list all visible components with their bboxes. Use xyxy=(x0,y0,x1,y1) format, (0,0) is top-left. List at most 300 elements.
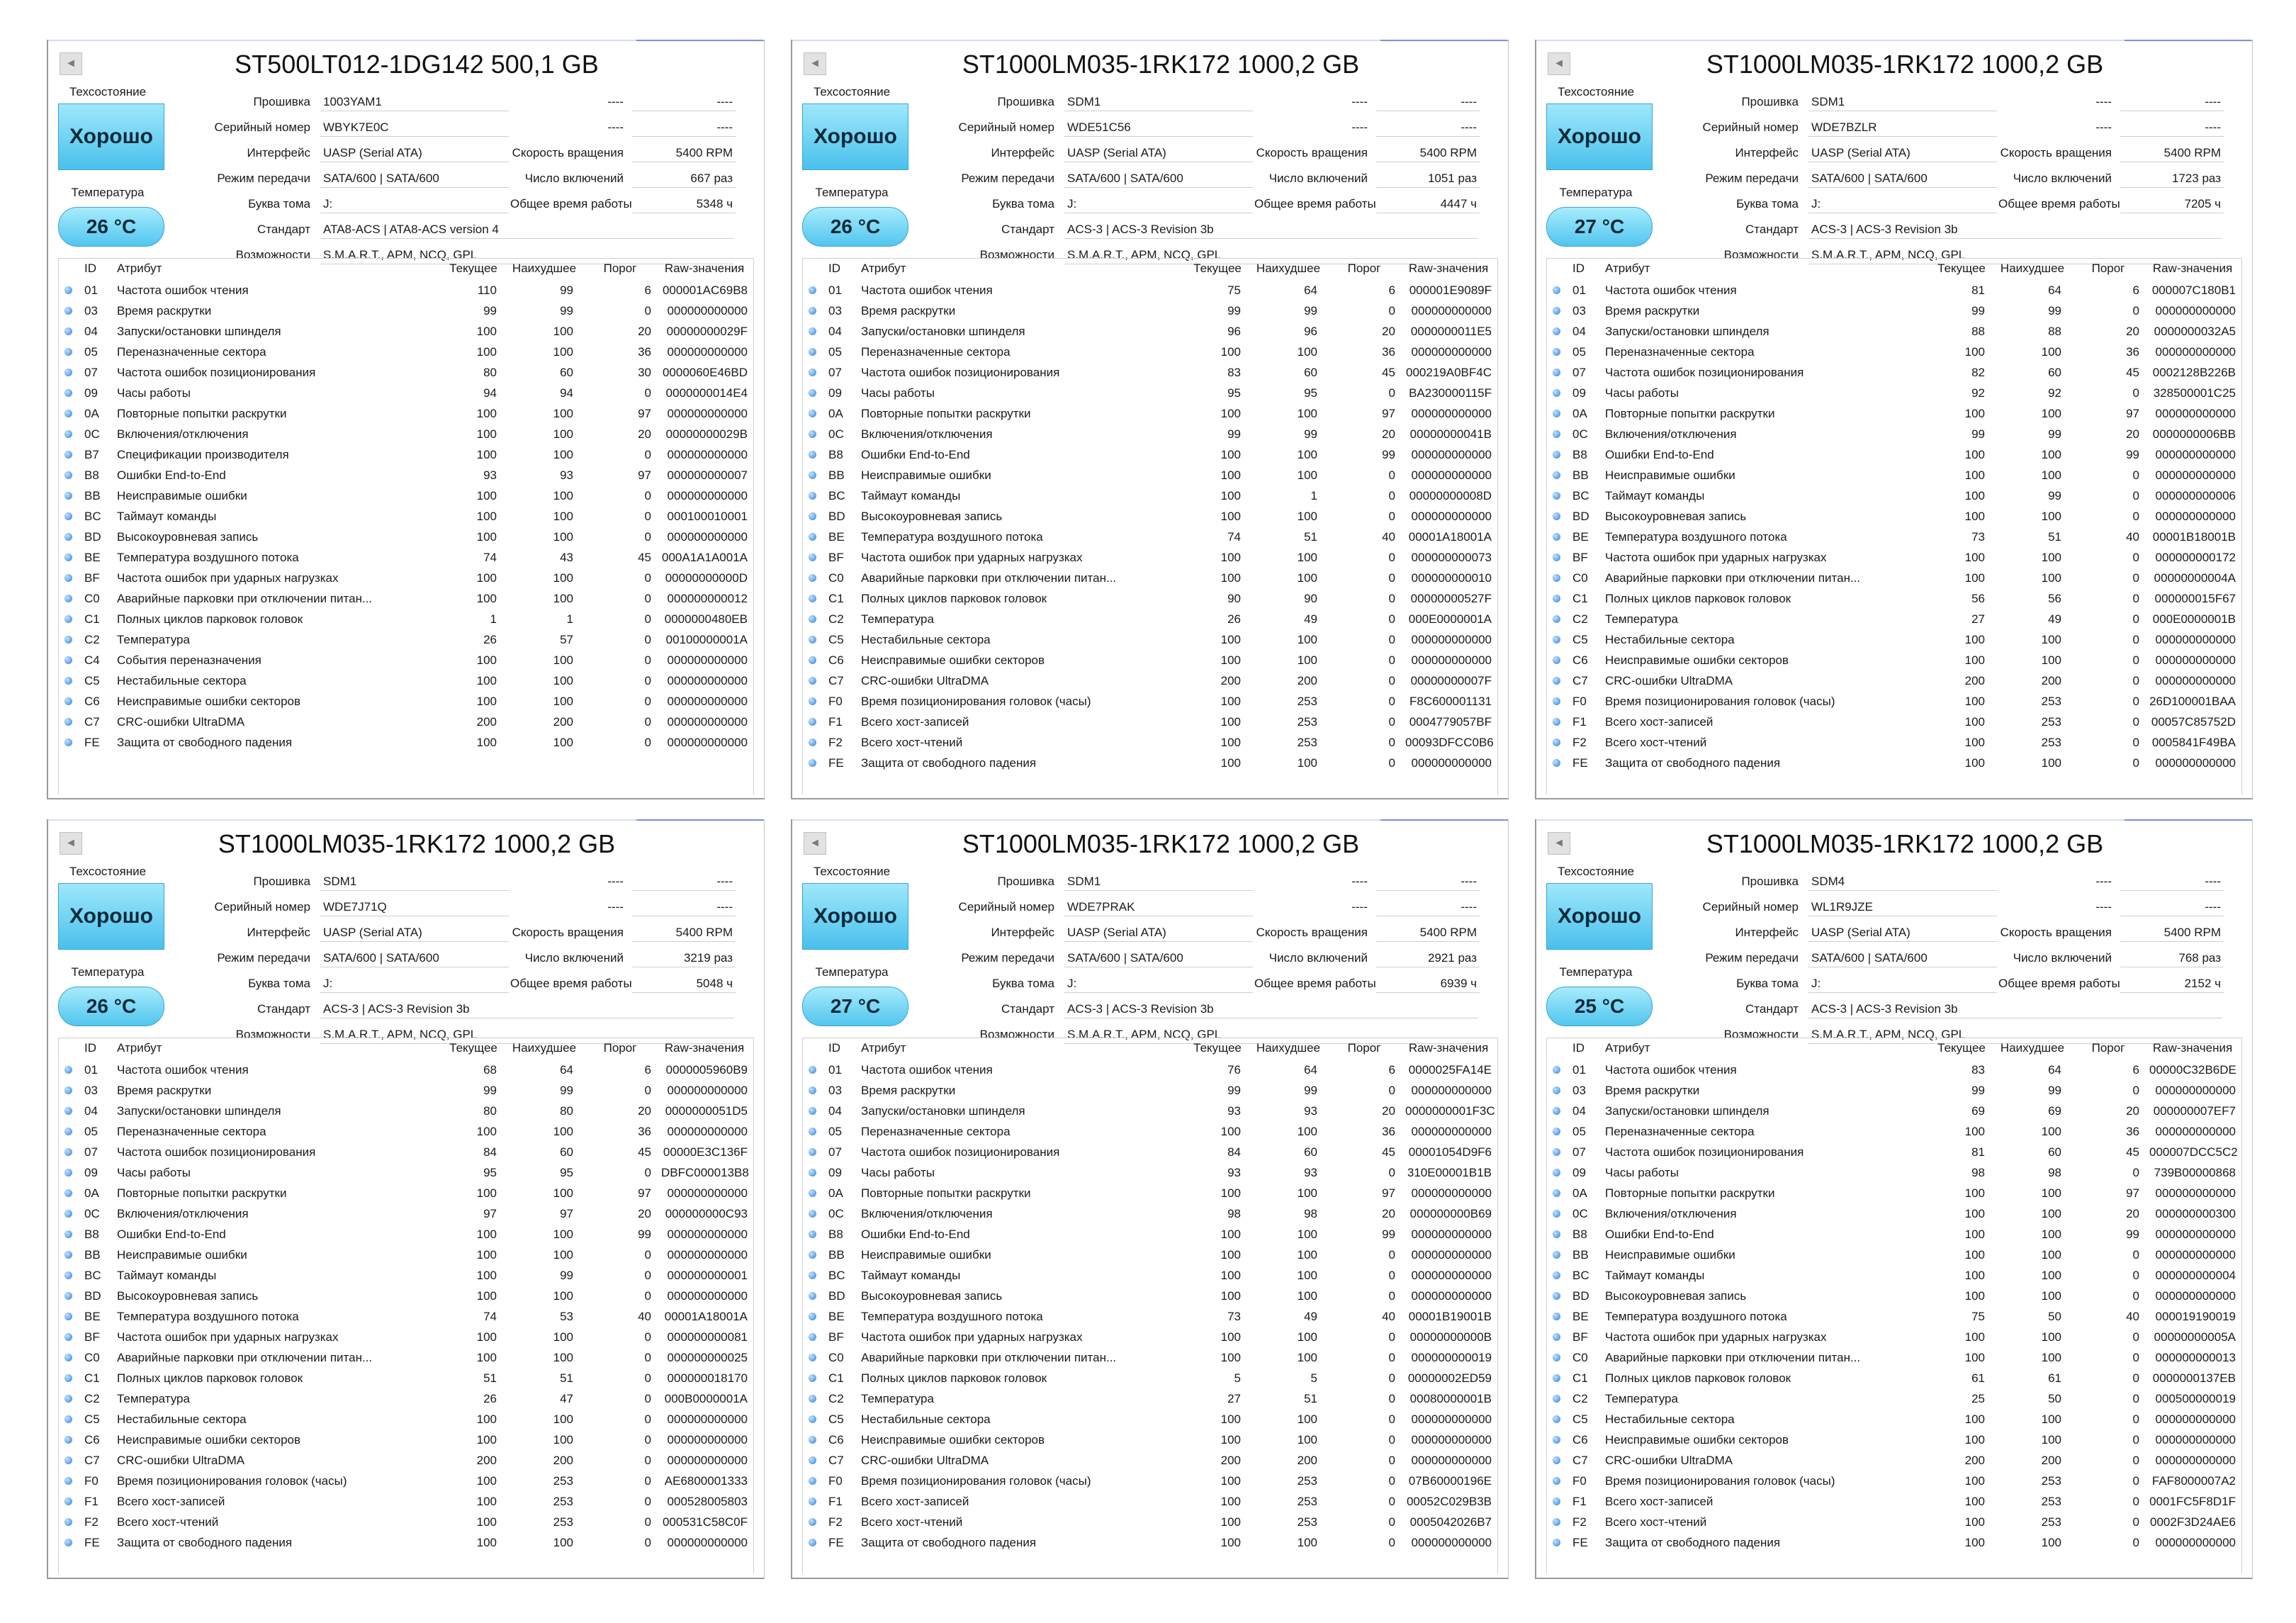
table-row[interactable] xyxy=(803,1450,1497,1471)
col-threshold-header[interactable]: Порог xyxy=(2091,262,2125,275)
back-arrow-icon[interactable]: ◄ xyxy=(60,832,82,855)
col-current-header[interactable]: Текущее xyxy=(1193,1041,1242,1055)
table-row[interactable] xyxy=(803,1532,1497,1553)
table-row[interactable] xyxy=(59,1101,753,1121)
table-row[interactable] xyxy=(59,588,753,609)
back-arrow-icon[interactable]: ◄ xyxy=(804,832,826,855)
table-row[interactable] xyxy=(803,465,1497,485)
panel-top-accent xyxy=(2125,40,2252,41)
table-row[interactable] xyxy=(59,1388,753,1409)
attr-worst: 100 xyxy=(1297,756,1317,770)
table-row[interactable] xyxy=(803,280,1497,301)
table-row[interactable] xyxy=(803,1060,1497,1080)
table-row[interactable] xyxy=(59,424,753,444)
col-id-header[interactable]: ID xyxy=(828,262,840,275)
table-row[interactable] xyxy=(803,1430,1497,1450)
table-row[interactable] xyxy=(803,1265,1497,1286)
attr-name: Температура воздушного потока xyxy=(117,551,299,564)
attr-id: C7 xyxy=(84,715,100,729)
table-row[interactable] xyxy=(803,609,1497,629)
health-status-button[interactable]: Хорошо xyxy=(58,883,164,950)
temperature-label: Температура xyxy=(815,965,889,979)
attr-raw: 000000000000 xyxy=(667,1536,748,1549)
table-row[interactable] xyxy=(803,321,1497,342)
attr-threshold: 0 xyxy=(2132,1289,2139,1303)
attr-raw: 000000000000 xyxy=(667,736,748,749)
table-row[interactable] xyxy=(59,1306,753,1327)
col-current-header[interactable]: Текущее xyxy=(449,262,497,275)
attr-worst: 253 xyxy=(2041,736,2061,749)
table-row[interactable] xyxy=(1547,1409,2241,1430)
table-row[interactable] xyxy=(1547,383,2241,403)
col-attribute-header[interactable]: Атрибут xyxy=(861,1041,906,1055)
table-row[interactable] xyxy=(803,1162,1497,1183)
table-row[interactable] xyxy=(59,1430,753,1450)
table-row[interactable] xyxy=(1547,1224,2241,1245)
col-worst-header[interactable]: Наихудшее xyxy=(2000,262,2065,275)
table-row[interactable] xyxy=(59,1162,753,1183)
col-worst-header[interactable]: Наихудшее xyxy=(2000,1041,2065,1055)
col-worst-header[interactable]: Наихудшее xyxy=(1256,262,1321,275)
table-row[interactable] xyxy=(803,1512,1497,1532)
table-row[interactable] xyxy=(59,1203,753,1224)
attr-id: BB xyxy=(84,489,101,502)
attr-name: Частота ошибок позиционирования xyxy=(1605,1145,1804,1159)
col-raw-header[interactable]: Raw-значения xyxy=(1408,1041,1489,1055)
attr-threshold: 0 xyxy=(2132,653,2139,667)
table-row[interactable] xyxy=(1547,670,2241,691)
table-row[interactable] xyxy=(803,568,1497,588)
table-row[interactable] xyxy=(59,1265,753,1286)
attr-current: 26 xyxy=(483,1392,497,1405)
table-header xyxy=(803,1038,1497,1058)
table-row[interactable] xyxy=(59,1183,753,1203)
temperature-badge[interactable]: 27 °C xyxy=(1546,207,1653,247)
attr-threshold: 6 xyxy=(1388,1063,1395,1077)
status-dot-icon xyxy=(64,369,72,376)
attr-threshold: 97 xyxy=(1382,1186,1395,1200)
health-status-button[interactable]: Хорошо xyxy=(1546,103,1653,170)
table-row[interactable] xyxy=(59,465,753,485)
attr-worst: 99 xyxy=(2048,489,2061,502)
table-row[interactable] xyxy=(803,691,1497,712)
attr-current: 100 xyxy=(1220,1515,1241,1529)
table-row[interactable] xyxy=(1547,1286,2241,1306)
attr-name: Нестабильные сектора xyxy=(861,633,991,646)
col-raw-header[interactable]: Raw-значения xyxy=(1408,262,1489,275)
table-row[interactable] xyxy=(1547,753,2241,773)
col-raw-header[interactable]: Raw-значения xyxy=(2152,1041,2233,1055)
table-row[interactable] xyxy=(1547,1532,2241,1553)
attr-raw: 000000000000 xyxy=(2155,653,2236,667)
table-row[interactable] xyxy=(1547,691,2241,712)
table-row[interactable] xyxy=(1547,403,2241,424)
table-row[interactable] xyxy=(1547,547,2241,568)
table-row[interactable] xyxy=(59,650,753,670)
attr-worst: 100 xyxy=(1297,571,1317,585)
table-row[interactable] xyxy=(803,444,1497,465)
table-row[interactable] xyxy=(59,547,753,568)
table-row[interactable] xyxy=(803,732,1497,753)
attr-name: Ошибки End-to-End xyxy=(117,1228,226,1241)
attr-current: 100 xyxy=(1220,407,1241,420)
attr-threshold: 20 xyxy=(638,1104,651,1118)
attr-worst: 64 xyxy=(2048,283,2061,297)
attr-name: Часы работы xyxy=(117,1166,191,1179)
table-row[interactable] xyxy=(59,1080,753,1101)
table-row[interactable] xyxy=(1547,588,2241,609)
attr-id: 0A xyxy=(1572,407,1587,420)
table-row[interactable] xyxy=(1547,1183,2241,1203)
table-row[interactable] xyxy=(1547,527,2241,547)
status-dot-icon xyxy=(64,1518,72,1526)
attr-current: 100 xyxy=(1964,1186,1985,1200)
table-row[interactable] xyxy=(59,1060,753,1080)
attr-current: 100 xyxy=(1220,1289,1241,1303)
table-row[interactable] xyxy=(59,1512,753,1532)
table-row[interactable] xyxy=(59,280,753,301)
temperature-badge[interactable]: 26 °C xyxy=(58,987,164,1026)
attr-id: BB xyxy=(828,1248,845,1262)
health-status-label: Техсостояние xyxy=(69,85,147,99)
table-row[interactable] xyxy=(803,1245,1497,1265)
attr-raw: 000000000000 xyxy=(2155,1413,2236,1426)
attr-threshold: 0 xyxy=(644,612,651,626)
transfer-mode-value: SATA/600 | SATA/600 xyxy=(320,170,509,188)
firmware-value: SDM1 xyxy=(1064,94,1253,111)
attr-name: Температура воздушного потока xyxy=(1605,530,1787,544)
table-row[interactable] xyxy=(803,1327,1497,1347)
table-row[interactable] xyxy=(59,1450,753,1471)
status-dot-icon xyxy=(1553,451,1560,459)
table-row[interactable] xyxy=(1547,362,2241,383)
table-row[interactable] xyxy=(1547,1142,2241,1162)
table-row[interactable] xyxy=(1547,732,2241,753)
table-row[interactable] xyxy=(803,1183,1497,1203)
table-row[interactable] xyxy=(1547,609,2241,629)
table-row[interactable] xyxy=(1547,1162,2241,1183)
table-row[interactable] xyxy=(1547,1080,2241,1101)
status-dot-icon xyxy=(64,1189,72,1197)
serial-value: WDE7PRAK xyxy=(1064,899,1253,916)
temperature-badge[interactable]: 25 °C xyxy=(1546,987,1653,1026)
col-worst-header[interactable]: Наихудшее xyxy=(1256,1041,1321,1055)
col-id-header[interactable]: ID xyxy=(84,262,96,275)
attr-current: 200 xyxy=(476,715,497,729)
attr-raw: F8C600001131 xyxy=(1409,695,1492,708)
table-row[interactable] xyxy=(59,712,753,732)
table-row[interactable] xyxy=(59,362,753,383)
table-row[interactable] xyxy=(1547,444,2241,465)
table-row[interactable] xyxy=(803,629,1497,650)
table-row[interactable] xyxy=(59,301,753,321)
table-row[interactable] xyxy=(59,342,753,362)
col-threshold-header[interactable]: Порог xyxy=(2091,1041,2125,1055)
features-label: Возможности xyxy=(1723,1028,1799,1041)
table-row[interactable] xyxy=(803,403,1497,424)
table-row[interactable] xyxy=(59,1245,753,1265)
table-row[interactable] xyxy=(1547,280,2241,301)
attr-threshold: 0 xyxy=(644,304,651,318)
attr-worst: 60 xyxy=(2048,366,2061,379)
status-dot-icon xyxy=(64,1498,72,1505)
table-row[interactable] xyxy=(59,403,753,424)
table-row[interactable] xyxy=(803,1142,1497,1162)
back-arrow-icon[interactable]: ◄ xyxy=(1548,832,1570,855)
attr-raw: 000000018170 xyxy=(667,1371,748,1385)
table-row[interactable] xyxy=(59,670,753,691)
attr-worst: 100 xyxy=(1297,1433,1317,1447)
col-threshold-header[interactable]: Порог xyxy=(603,1041,637,1055)
health-status-button[interactable]: Хорошо xyxy=(58,103,164,170)
col-id-header[interactable]: ID xyxy=(828,1041,840,1055)
col-current-header[interactable]: Текущее xyxy=(1937,262,1986,275)
col-attribute-header[interactable]: Атрибут xyxy=(117,1041,162,1055)
table-row[interactable] xyxy=(59,1368,753,1388)
attr-threshold: 0 xyxy=(2132,1351,2139,1364)
col-id-header[interactable]: ID xyxy=(1572,262,1585,275)
table-row[interactable] xyxy=(1547,1101,2241,1121)
col-attribute-header[interactable]: Атрибут xyxy=(1605,1041,1650,1055)
attr-raw: 000000000000 xyxy=(667,407,748,420)
attr-name: Таймаут команды xyxy=(117,510,217,523)
table-row[interactable] xyxy=(59,1224,753,1245)
table-row[interactable] xyxy=(59,1347,753,1368)
table-row[interactable] xyxy=(59,1491,753,1512)
attr-raw: 000000000000 xyxy=(2155,448,2236,461)
table-row[interactable] xyxy=(1547,629,2241,650)
col-threshold-header[interactable]: Порог xyxy=(1347,262,1381,275)
attr-threshold: 6 xyxy=(1388,283,1395,297)
table-row[interactable] xyxy=(1547,1060,2241,1080)
table-row[interactable] xyxy=(803,1203,1497,1224)
features-value: S.M.A.R.T., APM, NCQ, GPL xyxy=(1808,1026,2222,1044)
table-row[interactable] xyxy=(803,383,1497,403)
col-id-header[interactable]: ID xyxy=(1572,1041,1585,1055)
table-row[interactable] xyxy=(59,444,753,465)
table-row[interactable] xyxy=(1547,506,2241,527)
table-row[interactable] xyxy=(59,629,753,650)
attr-current: 100 xyxy=(1220,715,1241,729)
table-row[interactable] xyxy=(1547,1265,2241,1286)
attr-current: 76 xyxy=(1227,1063,1241,1077)
temperature-badge[interactable]: 26 °C xyxy=(802,207,908,247)
attr-worst: 100 xyxy=(553,1228,573,1241)
table-row[interactable] xyxy=(1547,1347,2241,1368)
back-arrow-icon[interactable]: ◄ xyxy=(804,52,826,75)
attr-id: C2 xyxy=(84,633,100,646)
table-row[interactable] xyxy=(803,424,1497,444)
table-row[interactable] xyxy=(1547,1203,2241,1224)
table-row[interactable] xyxy=(59,506,753,527)
table-row[interactable] xyxy=(59,1471,753,1491)
table-row[interactable] xyxy=(1547,301,2241,321)
table-row[interactable] xyxy=(803,506,1497,527)
table-row[interactable] xyxy=(1547,1450,2241,1471)
status-dot-icon xyxy=(809,1436,816,1444)
attr-name: Защита от свободного падения xyxy=(861,756,1037,770)
table-row[interactable] xyxy=(803,753,1497,773)
table-row[interactable] xyxy=(1547,1306,2241,1327)
table-row[interactable] xyxy=(1547,424,2241,444)
table-row[interactable] xyxy=(1547,1368,2241,1388)
table-row[interactable] xyxy=(803,342,1497,362)
table-row[interactable] xyxy=(1547,568,2241,588)
col-current-header[interactable]: Текущее xyxy=(1937,1041,1986,1055)
attr-threshold: 0 xyxy=(644,1289,651,1303)
attr-worst: 100 xyxy=(553,736,573,749)
rotation-rate-value: 5400 RPM xyxy=(1376,924,1480,942)
health-status-button[interactable]: Хорошо xyxy=(1546,883,1653,950)
table-row[interactable] xyxy=(1547,1245,2241,1265)
attr-id: B8 xyxy=(828,1228,843,1241)
back-arrow-icon[interactable]: ◄ xyxy=(1548,52,1570,75)
table-row[interactable] xyxy=(803,362,1497,383)
table-row[interactable] xyxy=(1547,465,2241,485)
back-arrow-icon[interactable]: ◄ xyxy=(60,52,82,75)
table-row[interactable] xyxy=(59,609,753,629)
attr-threshold: 0 xyxy=(644,1166,651,1179)
table-row[interactable] xyxy=(803,1409,1497,1430)
table-row[interactable] xyxy=(59,1327,753,1347)
attr-name: Запуски/остановки шпинделя xyxy=(117,1104,281,1118)
col-attribute-header[interactable]: Атрибут xyxy=(861,262,906,275)
table-row[interactable] xyxy=(803,301,1497,321)
table-row[interactable] xyxy=(59,485,753,506)
col-attribute-header[interactable]: Атрибут xyxy=(1605,262,1650,275)
table-row[interactable] xyxy=(803,1347,1497,1368)
attr-name: Всего хост-чтений xyxy=(861,736,963,749)
attr-raw: 000000000000 xyxy=(667,1289,748,1303)
table-row[interactable] xyxy=(59,527,753,547)
table-row[interactable] xyxy=(1547,1471,2241,1491)
table-row[interactable] xyxy=(803,670,1497,691)
table-row[interactable] xyxy=(1547,321,2241,342)
table-row[interactable] xyxy=(803,1471,1497,1491)
table-row[interactable] xyxy=(59,732,753,753)
table-row[interactable] xyxy=(59,321,753,342)
table-row[interactable] xyxy=(59,1286,753,1306)
attr-threshold: 0 xyxy=(1388,695,1395,708)
health-status-button[interactable]: Хорошо xyxy=(802,883,908,950)
attr-id: FE xyxy=(1572,1536,1588,1549)
col-worst-header[interactable]: Наихудшее xyxy=(512,1041,577,1055)
table-row[interactable] xyxy=(803,588,1497,609)
col-raw-header[interactable]: Raw-значения xyxy=(2152,262,2233,275)
col-attribute-header[interactable]: Атрибут xyxy=(117,262,162,275)
attr-raw: 000000000000 xyxy=(1411,1536,1492,1549)
attr-current: 84 xyxy=(483,1145,497,1159)
attr-current: 100 xyxy=(476,448,497,461)
table-row[interactable] xyxy=(803,1121,1497,1142)
attr-worst: 100 xyxy=(553,1433,573,1447)
attr-name: Нестабильные сектора xyxy=(1605,1413,1735,1426)
dashes-value: ---- xyxy=(1376,873,1480,891)
attr-threshold: 0 xyxy=(644,695,651,708)
col-threshold-header[interactable]: Порог xyxy=(1347,1041,1381,1055)
col-worst-header[interactable]: Наихудшее xyxy=(512,262,577,275)
attr-name: Переназначенные сектора xyxy=(117,1125,266,1138)
attr-current: 100 xyxy=(476,325,497,338)
table-row[interactable] xyxy=(803,1286,1497,1306)
attr-name: Частота ошибок чтения xyxy=(1605,283,1737,297)
status-dot-icon xyxy=(1553,1477,1560,1485)
col-id-header[interactable]: ID xyxy=(84,1041,96,1055)
table-row[interactable] xyxy=(1547,650,2241,670)
table-row[interactable] xyxy=(803,650,1497,670)
table-row[interactable] xyxy=(59,1409,753,1430)
attr-worst: 43 xyxy=(560,551,573,564)
table-row[interactable] xyxy=(1547,1491,2241,1512)
table-row[interactable] xyxy=(803,485,1497,506)
features-value: S.M.A.R.T., APM, NCQ, GPL xyxy=(320,247,734,264)
table-row[interactable] xyxy=(59,1532,753,1553)
temperature-badge[interactable]: 27 °C xyxy=(802,987,908,1026)
attr-id: 05 xyxy=(828,1125,842,1138)
status-dot-icon xyxy=(1553,512,1560,520)
table-row[interactable] xyxy=(803,1101,1497,1121)
col-raw-header[interactable]: Raw-значения xyxy=(664,262,745,275)
table-row[interactable] xyxy=(1547,1512,2241,1532)
attr-current: 100 xyxy=(1964,1495,1985,1508)
dashes-label: ---- xyxy=(607,875,624,888)
table-row[interactable] xyxy=(1547,1121,2241,1142)
col-threshold-header[interactable]: Порог xyxy=(603,262,637,275)
attr-current: 100 xyxy=(476,510,497,523)
attr-current: 100 xyxy=(1220,1228,1241,1241)
table-row[interactable] xyxy=(803,1388,1497,1409)
table-row[interactable] xyxy=(1547,1430,2241,1450)
attr-id: F2 xyxy=(1572,736,1587,749)
health-status-button[interactable]: Хорошо xyxy=(802,103,908,170)
table-row[interactable] xyxy=(803,1368,1497,1388)
attr-id: C1 xyxy=(1572,1371,1588,1385)
col-current-header[interactable]: Текущее xyxy=(1193,262,1242,275)
table-row[interactable] xyxy=(1547,1388,2241,1409)
table-row[interactable] xyxy=(803,1080,1497,1101)
attr-current: 100 xyxy=(1964,1330,1985,1344)
attr-threshold: 0 xyxy=(644,1351,651,1364)
attr-current: 100 xyxy=(1220,571,1241,585)
temperature-badge[interactable]: 26 °C xyxy=(58,207,164,247)
table-row[interactable] xyxy=(1547,485,2241,506)
table-row[interactable] xyxy=(803,712,1497,732)
table-row[interactable] xyxy=(59,1121,753,1142)
table-row[interactable] xyxy=(803,527,1497,547)
attr-name: Температура xyxy=(117,1392,190,1405)
attr-id: BD xyxy=(828,510,845,523)
table-row[interactable] xyxy=(803,547,1497,568)
smart-attributes-table xyxy=(58,1038,754,1574)
col-raw-header[interactable]: Raw-значения xyxy=(664,1041,745,1055)
dashes-value: ---- xyxy=(2120,119,2224,137)
attr-raw: 00000000029B xyxy=(665,427,748,441)
table-row[interactable] xyxy=(59,691,753,712)
table-row[interactable] xyxy=(1547,1327,2241,1347)
table-row[interactable] xyxy=(803,1224,1497,1245)
table-row[interactable] xyxy=(59,383,753,403)
table-row[interactable] xyxy=(59,568,753,588)
attr-name: Нестабильные сектора xyxy=(861,1413,991,1426)
table-row[interactable] xyxy=(1547,342,2241,362)
table-row[interactable] xyxy=(59,1142,753,1162)
table-row[interactable] xyxy=(803,1491,1497,1512)
interface-label: Интерфейс xyxy=(247,926,310,939)
col-current-header[interactable]: Текущее xyxy=(449,1041,497,1055)
attr-current: 100 xyxy=(1220,1125,1241,1138)
table-row[interactable] xyxy=(803,1306,1497,1327)
table-row[interactable] xyxy=(1547,712,2241,732)
